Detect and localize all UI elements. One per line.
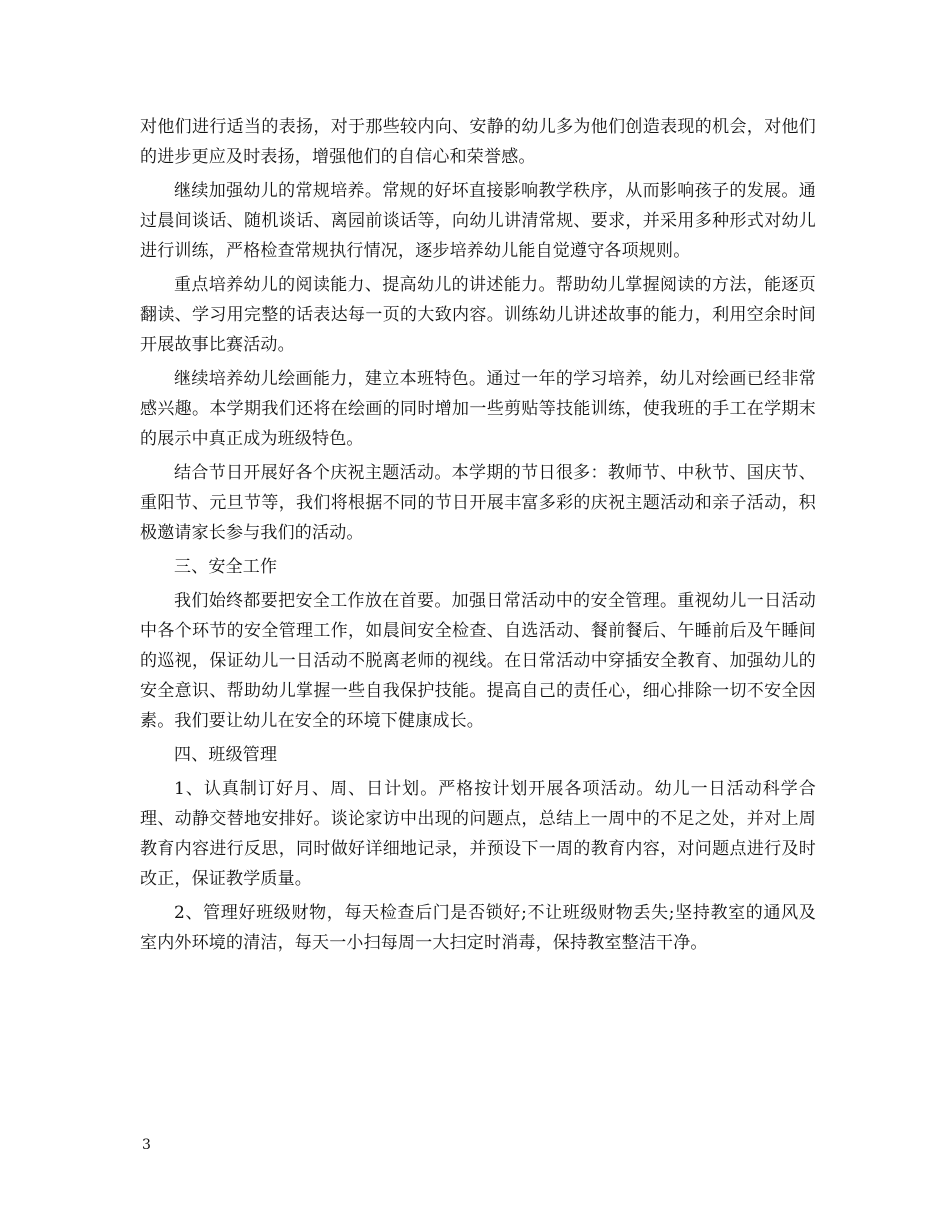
paragraph-safety-work: 我们始终都要把安全工作放在首要。加强日常活动中的安全管理。重视幼儿一日活动中各个环节的安全管理工作，如晨间安全检查、自选活动、餐前餐后、午睡前后及午睡间的巡视，保证幼儿一日活动不脱离老师的视线。在日常活动中穿插安全教育、加强幼儿的安全意识、帮助幼儿掌握一些自我保护技能。提高自己的责任心，细心排除一切不安全因素。我们要让幼儿在安全的环境下健康成长。: [140, 591, 816, 731]
paragraph-drawing-ability: 继续培养幼儿绘画能力，建立本班特色。通过一年的学习培养，幼儿对绘画已经非常感兴趣。本学期我们还将在绘画的同时增加一些剪贴等技能训练，使我班的手工在学期末的展示中真正成为班级特色。: [140, 369, 816, 449]
page-number: 3: [142, 1137, 151, 1153]
paragraph-festival-activities: 结合节日开展好各个庆祝主题活动。本学期的节日很多：教师节、中秋节、国庆节、重阳节、元旦节等，我们将根据不同的节日开展丰富多彩的庆祝主题活动和亲子活动，积极邀请家长参与我们的活动。: [140, 463, 816, 543]
document-body: [140, 112, 816, 962]
section-heading-class-management: 四、班级管理: [174, 745, 278, 765]
paragraph-property-management: 2、管理好班级财物，每天检查后门是否锁好;不让班级财物丢失;坚持教室的通风及室内外环境的清洁，每天一小扫每周一大扫定时消毒，保持教室整洁干净。: [140, 903, 816, 953]
section-heading-safety: 三、安全工作: [174, 557, 278, 577]
paragraph-routine-training: 继续加强幼儿的常规培养。常规的好坏直接影响教学秩序，从而影响孩子的发展。通过晨间谈话、随机谈话、离园前谈话等，向幼儿讲清常规、要求，并采用多种形式对幼儿进行训练，严格检查常规执行情况，逐步培养幼儿能自觉遵守各项规则。: [140, 181, 816, 261]
paragraph-planning: 1、认真制订好月、周、日计划。严格按计划开展各项活动。幼儿一日活动科学合理、动静交替地安排好。谈论家访中出现的问题点，总结上一周中的不足之处，并对上周教育内容进行反思，同时做好详细地记录，并预设下一周的教育内容，对问题点进行及时改正，保证教学质量。: [140, 779, 816, 889]
paragraph-praise-continued: 对他们进行适当的表扬，对于那些较内向、安静的幼儿多为他们创造表现的机会，对他们的进步更应及时表扬，增强他们的自信心和荣誉感。: [140, 117, 816, 167]
paragraph-reading-ability: 重点培养幼儿的阅读能力、提高幼儿的讲述能力。帮助幼儿掌握阅读的方法，能逐页翻读、学习用完整的话表达每一页的大致内容。训练幼儿讲述故事的能力，利用空余时间开展故事比赛活动。: [140, 275, 816, 355]
